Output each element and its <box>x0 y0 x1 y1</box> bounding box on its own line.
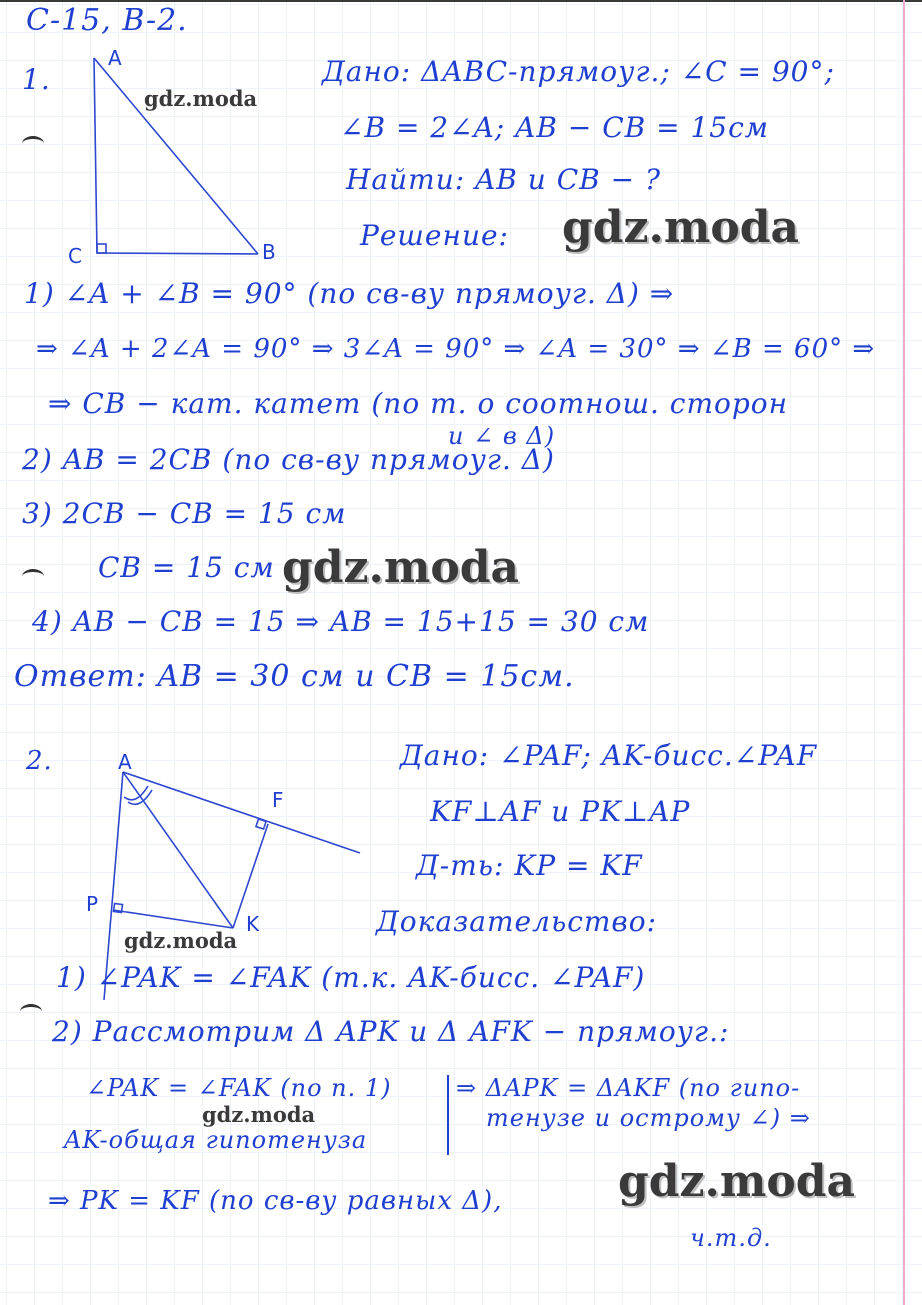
watermark: gdz.moda <box>144 86 258 111</box>
ray-af <box>123 772 360 853</box>
watermark: gdz.moda <box>282 542 520 593</box>
task2-prove-line: Д-ть: KP = KF <box>416 849 643 882</box>
page-header: C-15, B-2. <box>26 3 188 38</box>
task2-given-line: Дано: ∠PAF; AK-бисс.∠PAF <box>400 739 818 772</box>
task1-given-line: Дано: ΔABC-прямоуг.; ∠C = 90°; <box>322 55 835 88</box>
task2-step: 2) Рассмотрим Δ APK и Δ AFK − прямоуг.: <box>52 1015 730 1048</box>
task2-conclusion: ⇒ PK = KF (по св-ву равных Δ), <box>48 1186 503 1216</box>
vertex-label-c: C <box>68 244 82 268</box>
task2-proof-title: Доказательство: <box>376 905 658 938</box>
task2-right-block-line: ⇒ ΔAPK = ΔAKF (по гипо- <box>456 1074 801 1102</box>
vertex-label-b: B <box>262 240 276 264</box>
bisector-ak <box>123 772 233 928</box>
task1-solution-title: Решение: <box>360 219 509 252</box>
watermark: gdz.moda <box>124 928 238 953</box>
task2-left-block-line: ∠PAK = ∠FAK (по п. 1) <box>86 1074 392 1102</box>
task2-qed: ч.т.д. <box>690 1224 772 1252</box>
task1-answer: Ответ: AB = 30 см и CB = 15см. <box>14 659 575 694</box>
task2-number: 2. <box>26 746 53 776</box>
angle-arc <box>124 786 148 800</box>
watermark: gdz.moda <box>618 1156 856 1207</box>
task1-step: 4) AB − CB = 15 ⇒ AB = 15+15 = 30 см <box>32 605 650 638</box>
task1-step: 3) 2CB − CB = 15 см <box>22 497 347 530</box>
system-brace <box>447 1075 449 1155</box>
point-label-p: P <box>86 892 99 916</box>
perpendicular-kp <box>113 910 233 928</box>
point-label-k: K <box>246 912 260 936</box>
vertex-label-a: A <box>108 46 122 70</box>
task1-step: ⇒ CB − кат. катет (по т. о соотнош. сторон <box>48 387 789 420</box>
watermark: gdz.moda <box>202 1102 316 1127</box>
task1-step: и ∠ в Δ) <box>448 422 556 450</box>
task1-step: 1) ∠A + ∠B = 90° (по св-ву прямоуг. Δ) ⇒ <box>24 277 675 310</box>
watermark: gdz.moda <box>562 202 800 253</box>
task1-step: CB = 15 см <box>98 551 275 584</box>
task1-step: 2) AB = 2CB (по св-ву прямоуг. Δ) <box>22 443 555 476</box>
task1-given-line: ∠B = 2∠A; AB − CB = 15см <box>340 111 769 144</box>
point-label-a: A <box>118 750 132 774</box>
task2-right-block-line: тенузе и острому ∠) ⇒ <box>486 1104 811 1132</box>
task1-number: 1. <box>22 63 51 96</box>
task2-left-block-line: AK-общая гипотенуза <box>64 1126 368 1154</box>
task2-step: 1) ∠PAK = ∠FAK (т.к. AK-бисс. ∠PAF) <box>56 961 646 994</box>
task1-step: ⇒ ∠A + 2∠A = 90° ⇒ 3∠A = 90° ⇒ ∠A = 30° ⇒ ∠B = 60° ⇒ <box>36 334 876 364</box>
task1-find-line: Найти: AB и CB − ? <box>346 163 661 196</box>
right-angle-mark-f <box>256 819 266 829</box>
point-label-f: F <box>272 788 284 812</box>
task2-given-line: KF⊥AF и PK⊥AP <box>430 795 691 828</box>
